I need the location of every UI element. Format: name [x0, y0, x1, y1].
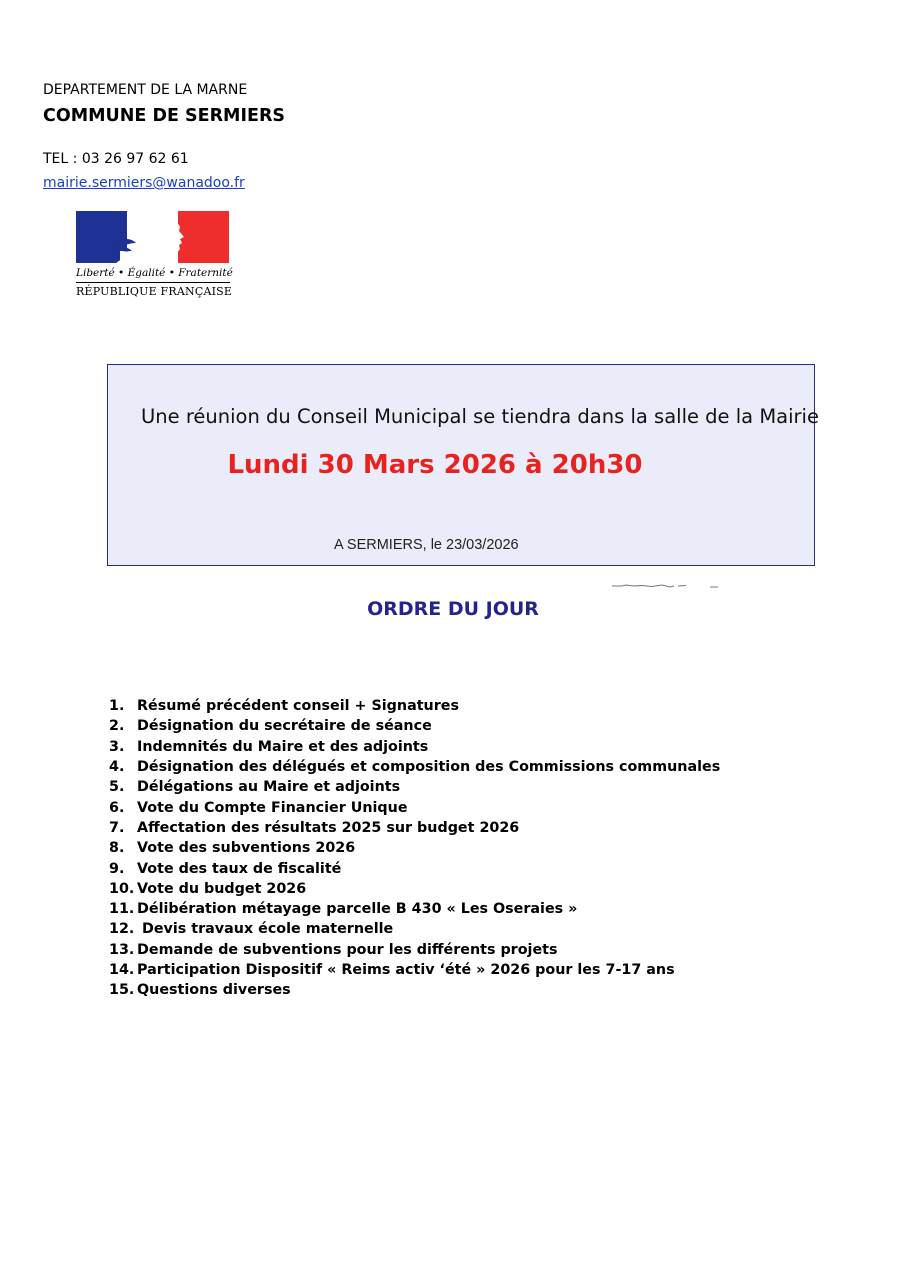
- department-name: DEPARTEMENT DE LA MARNE: [43, 82, 248, 98]
- agenda-item: [109, 899, 720, 919]
- meeting-date: Lundi 30 Mars 2026 à 20h30: [227, 450, 643, 480]
- agenda-item: [109, 777, 720, 797]
- republique-francaise-logo: [76, 211, 233, 303]
- agenda-item: [109, 980, 720, 1000]
- agenda-item-number: 9.: [109, 860, 125, 877]
- agenda-item-text: Délégations au Maire et adjoints: [137, 779, 401, 796]
- email-link[interactable]: mairie.sermiers@wanadoo.fr: [43, 175, 245, 191]
- agenda-item: [109, 858, 720, 878]
- agenda-item: [109, 696, 720, 716]
- agenda-item-text: Vote du Compte Financier Unique: [137, 799, 408, 816]
- agenda-item-text: Devis travaux école maternelle: [137, 921, 394, 938]
- agenda-item-number: 4.: [109, 759, 125, 776]
- agenda-item-number: 14.: [109, 962, 135, 978]
- phone-number: TEL : 03 26 97 62 61: [43, 151, 189, 167]
- signature-scribble: [612, 582, 722, 590]
- agenda-item-text: Indemnités du Maire et des adjoints: [137, 738, 429, 755]
- agenda-item: [109, 797, 720, 817]
- agenda-item-number: 7.: [109, 819, 125, 836]
- agenda-list: [109, 696, 720, 1000]
- agenda-item-text: Délibération métayage parcelle B 430 « Les Oseraies »: [137, 901, 578, 918]
- place-and-date: A SERMIERS, le 23/03/2026: [334, 537, 519, 553]
- marianne-flag-icon: [76, 211, 229, 263]
- agenda-item-number: 8.: [109, 840, 125, 857]
- agenda-item-text: Participation Dispositif « Reims activ ‘été » 2026 pour les 7-17 ans: [137, 962, 675, 978]
- republic-motto: Liberté • Égalité • Fraternité: [76, 267, 233, 279]
- agenda-item-text: Désignation des délégués et composition des Commissions communales: [137, 759, 721, 776]
- agenda-item-number: 6.: [109, 799, 125, 816]
- agenda-item: [109, 818, 720, 838]
- agenda-title: ORDRE DU JOUR: [367, 598, 539, 620]
- agenda-item-text: Résumé précédent conseil + Signatures: [137, 698, 459, 715]
- agenda-item-number: 15.: [109, 982, 135, 999]
- agenda-item: [109, 960, 720, 980]
- agenda-item-text: Demande de subventions pour les différents projets: [137, 941, 558, 958]
- agenda-item-number: 11.: [109, 901, 135, 918]
- logo-divider: [76, 282, 230, 283]
- agenda-item: [109, 838, 720, 858]
- agenda-item-text: Vote des taux de fiscalité: [137, 860, 342, 877]
- meeting-notice-text: Une réunion du Conseil Municipal se tiendra dans la salle de la Mairie: [141, 405, 819, 428]
- agenda-item: [109, 716, 720, 736]
- agenda-item-text: Vote des subventions 2026: [137, 840, 356, 857]
- agenda-item-number: 12.: [109, 921, 135, 938]
- agenda-item: [109, 879, 720, 899]
- agenda-item: [109, 757, 720, 777]
- agenda-item-number: 10.: [109, 880, 135, 897]
- agenda-item: [109, 919, 720, 939]
- agenda-item-number: 3.: [109, 738, 125, 755]
- republic-name: RÉPUBLIQUE FRANÇAISE: [76, 285, 233, 298]
- agenda-item-number: 2.: [109, 718, 125, 735]
- agenda-item-text: Affectation des résultats 2025 sur budget 2026: [137, 819, 520, 836]
- agenda-item-text: Questions diverses: [137, 982, 291, 999]
- agenda-item: [109, 737, 720, 757]
- agenda-item-number: 13.: [109, 941, 135, 958]
- agenda-item-number: 1.: [109, 698, 125, 715]
- agenda-item-text: Désignation du secrétaire de séance: [137, 718, 432, 735]
- agenda-item-text: Vote du budget 2026: [137, 880, 307, 897]
- agenda-item: [109, 940, 720, 960]
- commune-name: COMMUNE DE SERMIERS: [43, 106, 286, 126]
- agenda-item-number: 5.: [109, 779, 125, 796]
